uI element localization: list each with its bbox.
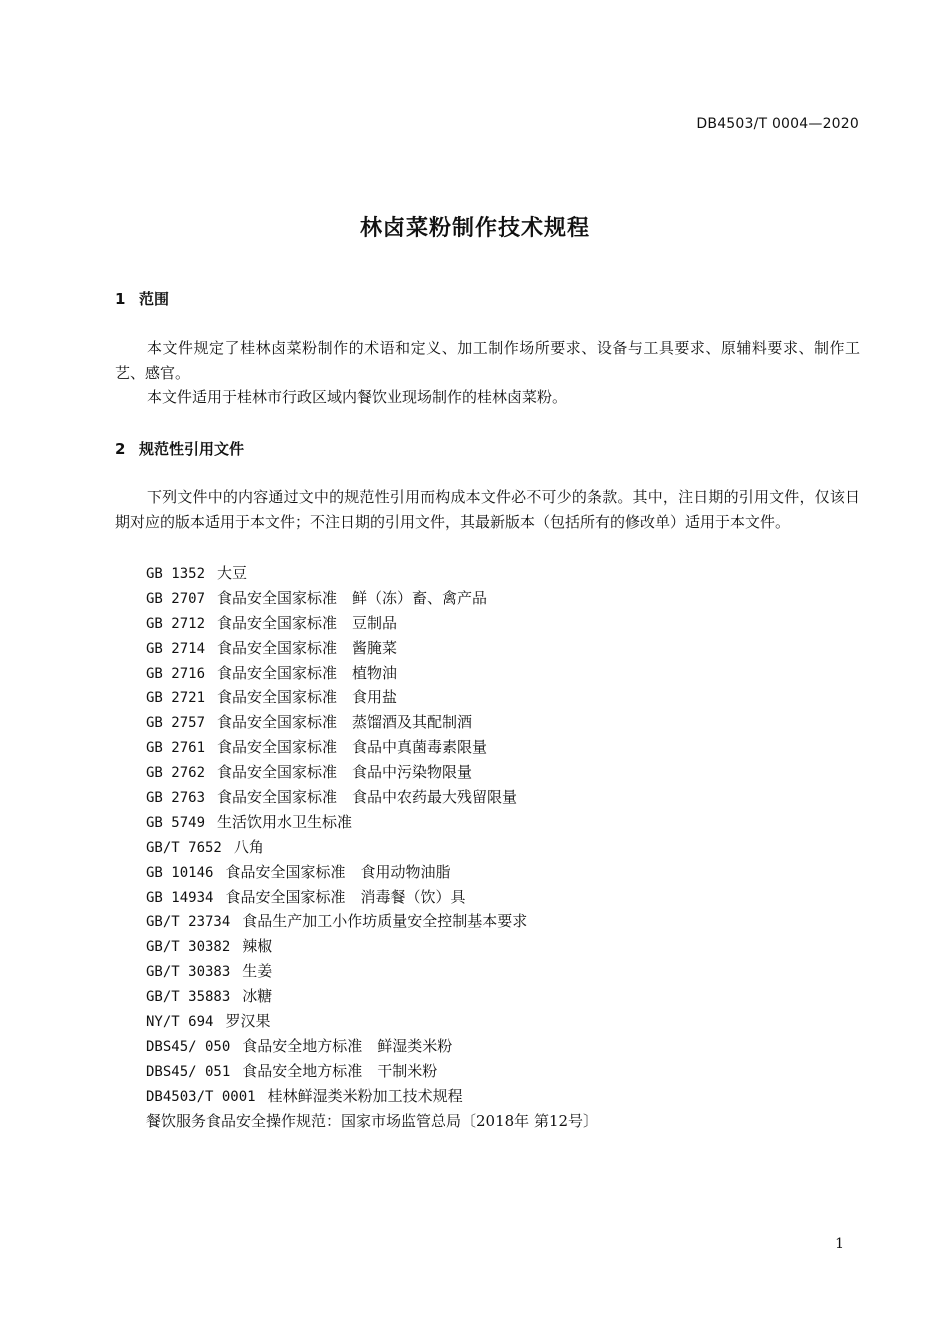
- reference-code: GB/T 23734: [146, 914, 231, 931]
- reference-title: 生活饮用水卫生标准: [217, 812, 353, 831]
- reference-item: [146, 561, 598, 586]
- reference-title: 食品安全国家标准 酱腌菜: [217, 638, 398, 657]
- reference-code: GB 14934: [146, 889, 214, 906]
- reference-item: [146, 661, 598, 686]
- reference-item: [146, 885, 598, 910]
- reference-code: DBS45/ 050: [146, 1038, 231, 1055]
- scope-paragraph: 本文件规定了桂林卤菜粉制作的术语和定义、加工制作场所要求、设备与工具要求、原辅料要求、制作工艺、感官。: [115, 339, 860, 382]
- section-number: 1: [115, 290, 126, 308]
- reference-code: GB 2763: [146, 790, 206, 807]
- reference-item: [146, 735, 598, 760]
- reference-code: DBS45/ 051: [146, 1063, 231, 1080]
- reference-title: 罗汉果: [225, 1012, 271, 1031]
- reference-title: 八角: [233, 837, 264, 856]
- reference-title: 食品安全地方标准 干制米粉: [242, 1061, 438, 1080]
- reference-code: GB/T 30383: [146, 964, 231, 981]
- reference-item: [146, 1084, 598, 1109]
- reference-code: GB 2762: [146, 765, 206, 782]
- section-title: 规范性引用文件: [139, 440, 245, 458]
- reference-title: 食品安全国家标准 食品中污染物限量: [217, 763, 473, 782]
- reference-title: 食品安全国家标准 豆制品: [217, 613, 398, 632]
- reference-title: 食品安全国家标准 蒸馏酒及其配制酒: [217, 713, 473, 732]
- scope-paragraph: 本文件适用于桂林市行政区域内餐饮业现场制作的桂林卤菜粉。: [147, 388, 568, 406]
- document-title: 林卤菜粉制作技术规程: [359, 216, 590, 241]
- reference-title: 桂林鲜湿类米粉加工技术规程: [267, 1086, 463, 1105]
- reference-title: 大豆: [217, 564, 248, 582]
- reference-item: [146, 835, 598, 860]
- section-heading-references: [115, 438, 244, 459]
- reference-title: 食品安全国家标准 消毒餐（饮）具: [225, 887, 466, 906]
- reference-item: [146, 685, 598, 710]
- reference-item: [146, 860, 598, 885]
- reference-title: 食品安全国家标准 食用盐: [217, 688, 398, 707]
- reference-item: [146, 909, 598, 934]
- reference-code: GB/T 35883: [146, 989, 231, 1006]
- reference-title: 餐饮服务食品安全操作规范：国家市场监管总局〔2018年 第12号〕: [146, 1111, 599, 1130]
- reference-item: [146, 1109, 598, 1134]
- reference-code: GB 2707: [146, 590, 206, 607]
- reference-list: [146, 561, 598, 1133]
- reference-item: [146, 636, 598, 661]
- page-number: 1: [835, 1236, 844, 1252]
- reference-item: [146, 1009, 598, 1034]
- reference-code: NY/T 694: [146, 1014, 214, 1031]
- reference-code: GB/T 30382: [146, 939, 231, 956]
- section-title: 范围: [139, 290, 170, 308]
- reference-title: 食品安全地方标准 鲜湿类米粉: [242, 1036, 453, 1055]
- reference-code: DB4503/T 0001: [146, 1088, 256, 1105]
- reference-code: GB 5749: [146, 814, 206, 831]
- reference-item: [146, 611, 598, 636]
- reference-item: [146, 710, 598, 735]
- reference-title: 冰糖: [242, 987, 273, 1006]
- reference-item: [146, 934, 598, 959]
- reference-title: 食品安全国家标准 食品中农药最大残留限量: [217, 788, 518, 807]
- section-heading-scope: [115, 288, 169, 309]
- reference-code: GB 2761: [146, 740, 206, 757]
- reference-title: 辣椒: [242, 937, 273, 956]
- reference-title: 食品生产加工小作坊质量安全控制基本要求: [242, 912, 528, 931]
- reference-code: GB 2714: [146, 640, 206, 657]
- reference-item: [146, 760, 598, 785]
- section-number: 2: [115, 440, 126, 458]
- reference-title: 生姜: [242, 962, 273, 981]
- reference-item: [146, 959, 598, 984]
- references-intro-paragraph: 下列文件中的内容通过文中的规范性引用而构成本文件必不可少的条款。其中，注日期的引用文件，仅该日期对应的版本适用于本文件；不注日期的引用文件，其最新版本（包括所有的修改单）适用于本文件。: [115, 488, 860, 531]
- reference-code: GB/T 7652: [146, 839, 222, 856]
- reference-code: GB 2712: [146, 615, 206, 632]
- reference-code: GB 2757: [146, 715, 206, 732]
- document-code: DB4503/T 0004—2020: [696, 116, 859, 132]
- reference-item: [146, 785, 598, 810]
- reference-item: [146, 1059, 598, 1084]
- reference-item: [146, 1034, 598, 1059]
- reference-title: 食品安全国家标准 食品中真菌毒素限量: [217, 738, 488, 757]
- reference-code: GB 1352: [146, 566, 206, 582]
- reference-code: GB 2716: [146, 665, 206, 682]
- reference-item: [146, 586, 598, 611]
- reference-code: GB 10146: [146, 864, 214, 881]
- reference-code: GB 2721: [146, 690, 206, 707]
- reference-item: [146, 984, 598, 1009]
- reference-title: 食品安全国家标准 鲜（冻）畜、禽产品: [217, 588, 488, 607]
- reference-title: 食品安全国家标准 食用动物油脂: [225, 862, 451, 881]
- reference-title: 食品安全国家标准 植物油: [217, 663, 398, 682]
- reference-item: [146, 810, 598, 835]
